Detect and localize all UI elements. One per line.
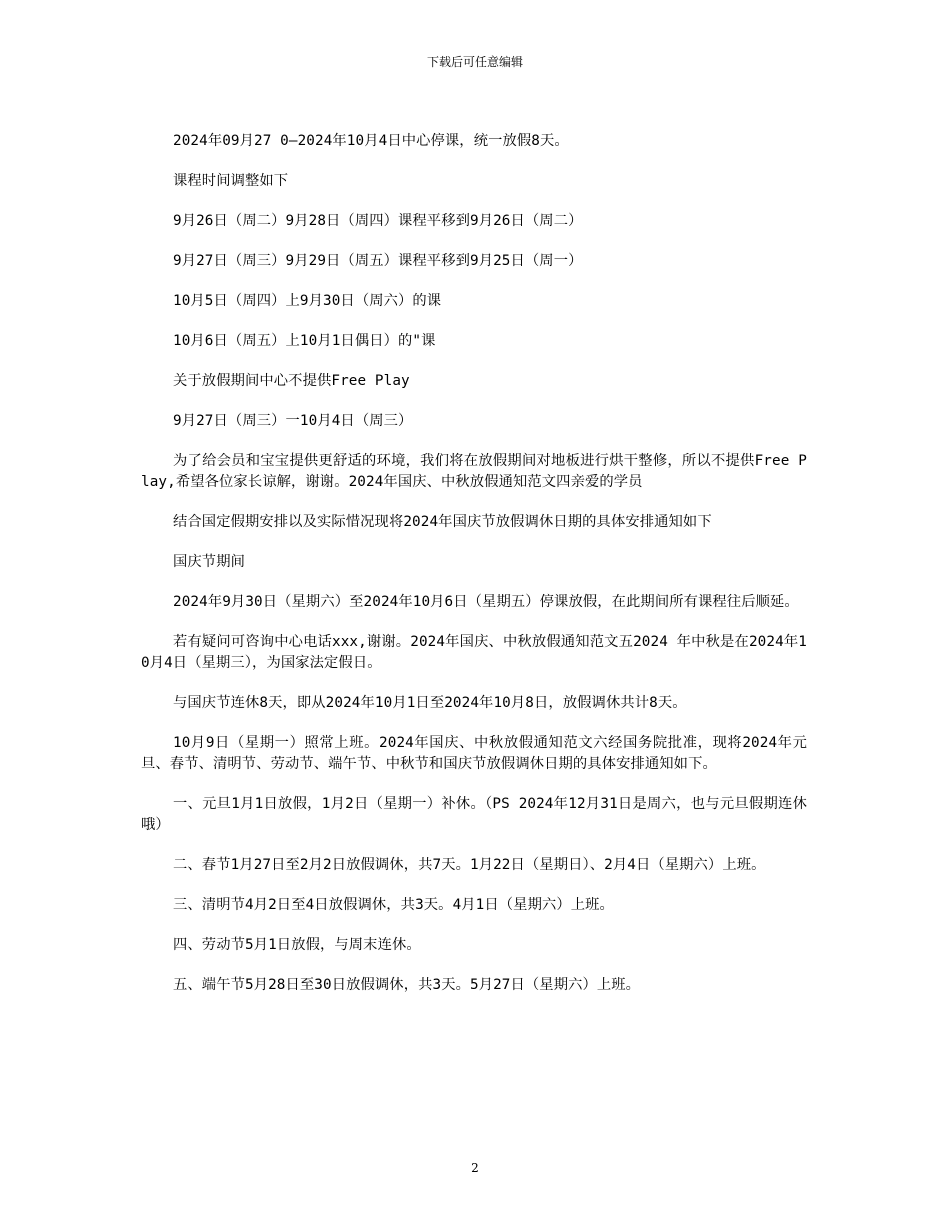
paragraph: 国庆节期间 [173, 554, 245, 570]
paragraph: 三、清明节4月2日至4日放假调休，共3天。4月1日（星期六）上班。 [173, 897, 614, 913]
paragraph: 与国庆节连休8天，即从2024年10月1日至2024年10月8日，放假调休共计8天。 [173, 695, 687, 711]
paragraph: 2024年09月27 0—2024年10月4日中心停课，统一放假8天。 [173, 133, 569, 149]
paragraph: 课程时间调整如下 [173, 173, 289, 189]
paragraph: 二、春节1月27日至2月2日放假调休，共7天。1月22日（星期日）、2月4日（星期六）上班。 [173, 857, 766, 873]
paragraph: 10月9日（星期一）照常上班。2024年国庆、中秋放假通知范文六经国务院批准，现将2024年元旦、春节、清明节、劳动节、端午节、中秋节和国庆节放假调休日期的具体安排通知如下。 [141, 735, 807, 772]
page-number: 2 [471, 1161, 479, 1175]
paragraph: 9月27日（周三）一10月4日（周三） [173, 413, 413, 429]
paragraph: 四、劳动节5月1日放假，与周末连休。 [173, 937, 421, 953]
paragraph: 9月27日（周三）9月29日（周五）课程平移到9月25日（周一） [173, 253, 583, 269]
document-body [141, 131, 807, 1015]
paragraph: 关于放假期间中心不提供Free Play [173, 373, 410, 389]
paragraph: 10月5日（周四）上9月30日（周六）的课 [173, 293, 442, 309]
page-header-note: 下载后可任意编辑 [426, 55, 523, 69]
paragraph: 9月26日（周二）9月28日（周四）课程平移到9月26日（周二） [173, 213, 583, 229]
paragraph: 一、元旦1月1日放假，1月2日（星期一）补休。（PS 2024年12月31日是周六，也与元旦假期连休哦） [141, 796, 807, 833]
paragraph: 10月6日（周五）上10月1日偶日）的"课 [173, 333, 436, 349]
paragraph: 五、端午节5月28日至30日放假调休，共3天。5月27日（星期六）上班。 [173, 977, 641, 993]
paragraph: 结合国定假期安排以及实际惜况现将2024年国庆节放假调休日期的具体安排通知如下 [173, 514, 712, 530]
paragraph: 若有疑问可咨询中心电话xxx,谢谢。2024年国庆、中秋放假通知范文五2024 年中秋是在2024年10月4日（星期三），为国家法定假日。 [141, 634, 807, 671]
paragraph: 2024年9月30日（星期六）至2024年10月6日（星期五）停课放假，在此期间所有课程往后顺延。 [173, 594, 799, 610]
paragraph: 为了给会员和宝宝提供更舒适的环境，我们将在放假期间对地板进行烘干整修，所以不提供Free Play,希望各位家长谅解，谢谢。2024年国庆、中秋放假通知范文四亲爱的学员 [141, 453, 807, 490]
